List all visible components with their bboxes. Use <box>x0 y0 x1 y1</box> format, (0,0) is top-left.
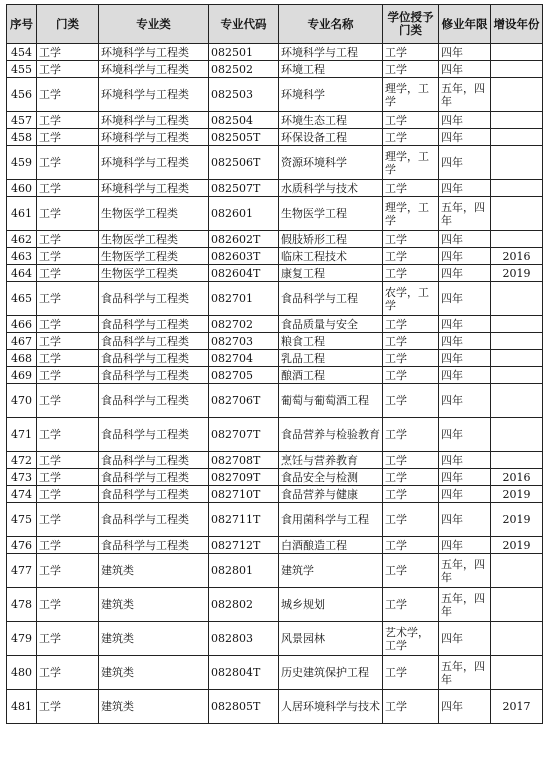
cell-name: 环保设备工程 <box>279 129 383 146</box>
cell-name: 食品营养与健康 <box>279 486 383 503</box>
cell-duration: 四年 <box>439 231 491 248</box>
cell-duration: 五年，四年 <box>439 197 491 231</box>
cell-duration: 四年 <box>439 282 491 316</box>
cell-name: 环境科学与工程 <box>279 44 383 61</box>
cell-class: 食品科学与工程类 <box>99 282 209 316</box>
cell-degree: 工学 <box>383 231 439 248</box>
cell-class: 生物医学工程类 <box>99 231 209 248</box>
cell-name: 环境工程 <box>279 61 383 78</box>
cell-category: 工学 <box>37 503 99 537</box>
cell-degree: 理学，工学 <box>383 78 439 112</box>
cell-year-added <box>491 231 543 248</box>
cell-year-added <box>491 78 543 112</box>
cell-year-added <box>491 622 543 656</box>
cell-class: 环境科学与工程类 <box>99 129 209 146</box>
cell-duration: 五年，四年 <box>439 588 491 622</box>
table-row <box>7 333 543 350</box>
cell-code: 082705 <box>209 367 279 384</box>
cell-category: 工学 <box>37 418 99 452</box>
cell-year-added <box>491 61 543 78</box>
table-row <box>7 622 543 656</box>
cell-year-added <box>491 350 543 367</box>
table-row <box>7 78 543 112</box>
cell-degree: 工学 <box>383 503 439 537</box>
cell-no: 480 <box>7 656 37 690</box>
cell-class: 食品科学与工程类 <box>99 469 209 486</box>
cell-degree: 工学 <box>383 367 439 384</box>
cell-year-added <box>491 146 543 180</box>
cell-degree: 工学 <box>383 180 439 197</box>
cell-no: 454 <box>7 44 37 61</box>
table-row <box>7 146 543 180</box>
cell-degree: 工学 <box>383 554 439 588</box>
cell-name: 康复工程 <box>279 265 383 282</box>
major-catalog-table <box>6 4 543 724</box>
major-catalog-table-container <box>6 4 543 724</box>
table-row <box>7 537 543 554</box>
cell-degree: 工学 <box>383 384 439 418</box>
cell-class: 生物医学工程类 <box>99 265 209 282</box>
cell-name: 风景园林 <box>279 622 383 656</box>
table-row <box>7 486 543 503</box>
cell-year-added <box>491 367 543 384</box>
cell-name: 粮食工程 <box>279 333 383 350</box>
cell-duration: 四年 <box>439 537 491 554</box>
cell-category: 工学 <box>37 384 99 418</box>
table-row <box>7 554 543 588</box>
cell-no: 469 <box>7 367 37 384</box>
cell-year-added <box>491 44 543 61</box>
table-row <box>7 180 543 197</box>
cell-duration: 五年，四年 <box>439 78 491 112</box>
cell-category: 工学 <box>37 248 99 265</box>
cell-name: 环境科学 <box>279 78 383 112</box>
cell-class: 食品科学与工程类 <box>99 384 209 418</box>
cell-degree: 工学 <box>383 61 439 78</box>
cell-degree: 工学 <box>383 452 439 469</box>
cell-class: 食品科学与工程类 <box>99 350 209 367</box>
table-row <box>7 418 543 452</box>
cell-category: 工学 <box>37 554 99 588</box>
cell-degree: 工学 <box>383 44 439 61</box>
cell-class: 环境科学与工程类 <box>99 44 209 61</box>
cell-year-added: 2019 <box>491 537 543 554</box>
cell-no: 476 <box>7 537 37 554</box>
cell-code: 082709T <box>209 469 279 486</box>
cell-code: 082604T <box>209 265 279 282</box>
cell-degree: 工学 <box>383 418 439 452</box>
cell-name: 白酒酿造工程 <box>279 537 383 554</box>
cell-duration: 四年 <box>439 384 491 418</box>
cell-category: 工学 <box>37 469 99 486</box>
cell-class: 建筑类 <box>99 588 209 622</box>
cell-name: 葡萄与葡萄酒工程 <box>279 384 383 418</box>
table-row <box>7 248 543 265</box>
cell-code: 082506T <box>209 146 279 180</box>
cell-class: 食品科学与工程类 <box>99 503 209 537</box>
cell-code: 082701 <box>209 282 279 316</box>
cell-no: 467 <box>7 333 37 350</box>
cell-duration: 四年 <box>439 146 491 180</box>
cell-year-added: 2016 <box>491 469 543 486</box>
cell-duration: 四年 <box>439 690 491 724</box>
cell-no: 470 <box>7 384 37 418</box>
header-year-added: 增设年份 <box>491 5 543 44</box>
cell-code: 082708T <box>209 452 279 469</box>
cell-no: 459 <box>7 146 37 180</box>
cell-year-added: 2019 <box>491 265 543 282</box>
cell-class: 食品科学与工程类 <box>99 333 209 350</box>
table-row <box>7 469 543 486</box>
cell-class: 环境科学与工程类 <box>99 112 209 129</box>
cell-code: 082706T <box>209 384 279 418</box>
cell-duration: 四年 <box>439 61 491 78</box>
cell-code: 082801 <box>209 554 279 588</box>
cell-class: 生物医学工程类 <box>99 197 209 231</box>
table-body <box>7 44 543 724</box>
cell-degree: 工学 <box>383 690 439 724</box>
cell-name: 生物医学工程 <box>279 197 383 231</box>
header-duration: 修业年限 <box>439 5 491 44</box>
cell-duration: 四年 <box>439 622 491 656</box>
cell-category: 工学 <box>37 486 99 503</box>
cell-class: 食品科学与工程类 <box>99 537 209 554</box>
cell-no: 479 <box>7 622 37 656</box>
cell-year-added <box>491 384 543 418</box>
cell-duration: 四年 <box>439 129 491 146</box>
cell-duration: 四年 <box>439 44 491 61</box>
table-row <box>7 44 543 61</box>
cell-duration: 四年 <box>439 486 491 503</box>
cell-category: 工学 <box>37 690 99 724</box>
cell-degree: 工学 <box>383 486 439 503</box>
cell-no: 473 <box>7 469 37 486</box>
cell-no: 465 <box>7 282 37 316</box>
cell-degree: 工学 <box>383 656 439 690</box>
cell-duration: 四年 <box>439 316 491 333</box>
cell-code: 082712T <box>209 537 279 554</box>
cell-code: 082702 <box>209 316 279 333</box>
cell-no: 466 <box>7 316 37 333</box>
cell-degree: 工学 <box>383 248 439 265</box>
cell-no: 460 <box>7 180 37 197</box>
cell-no: 456 <box>7 78 37 112</box>
cell-category: 工学 <box>37 61 99 78</box>
table-row <box>7 231 543 248</box>
cell-no: 455 <box>7 61 37 78</box>
cell-no: 471 <box>7 418 37 452</box>
table-row <box>7 265 543 282</box>
cell-category: 工学 <box>37 350 99 367</box>
cell-code: 082501 <box>209 44 279 61</box>
cell-duration: 四年 <box>439 180 491 197</box>
cell-category: 工学 <box>37 452 99 469</box>
cell-year-added: 2017 <box>491 690 543 724</box>
cell-name: 乳品工程 <box>279 350 383 367</box>
cell-name: 建筑学 <box>279 554 383 588</box>
header-degree: 学位授予门类 <box>383 5 439 44</box>
cell-degree: 工学 <box>383 265 439 282</box>
cell-duration: 四年 <box>439 452 491 469</box>
cell-degree: 工学 <box>383 537 439 554</box>
table-row <box>7 503 543 537</box>
cell-no: 468 <box>7 350 37 367</box>
cell-class: 食品科学与工程类 <box>99 452 209 469</box>
cell-year-added <box>491 418 543 452</box>
cell-year-added <box>491 112 543 129</box>
cell-year-added <box>491 333 543 350</box>
cell-class: 建筑类 <box>99 554 209 588</box>
cell-year-added <box>491 129 543 146</box>
cell-name: 烹饪与营养教育 <box>279 452 383 469</box>
cell-degree: 工学 <box>383 588 439 622</box>
table-row <box>7 384 543 418</box>
cell-degree: 工学 <box>383 316 439 333</box>
cell-duration: 四年 <box>439 265 491 282</box>
cell-category: 工学 <box>37 112 99 129</box>
cell-year-added: 2019 <box>491 486 543 503</box>
cell-category: 工学 <box>37 265 99 282</box>
cell-code: 082805T <box>209 690 279 724</box>
table-row <box>7 367 543 384</box>
cell-category: 工学 <box>37 282 99 316</box>
cell-class: 环境科学与工程类 <box>99 61 209 78</box>
cell-year-added <box>491 554 543 588</box>
cell-code: 082601 <box>209 197 279 231</box>
cell-class: 建筑类 <box>99 656 209 690</box>
table-row <box>7 690 543 724</box>
cell-class: 食品科学与工程类 <box>99 486 209 503</box>
table-row <box>7 588 543 622</box>
cell-category: 工学 <box>37 588 99 622</box>
cell-category: 工学 <box>37 197 99 231</box>
cell-year-added <box>491 452 543 469</box>
cell-name: 人居环境科学与技术 <box>279 690 383 724</box>
header-class: 专业类 <box>99 5 209 44</box>
cell-category: 工学 <box>37 316 99 333</box>
cell-code: 082507T <box>209 180 279 197</box>
cell-category: 工学 <box>37 129 99 146</box>
cell-code: 082711T <box>209 503 279 537</box>
cell-code: 082704 <box>209 350 279 367</box>
cell-no: 464 <box>7 265 37 282</box>
cell-year-added: 2016 <box>491 248 543 265</box>
cell-category: 工学 <box>37 231 99 248</box>
cell-code: 082710T <box>209 486 279 503</box>
cell-class: 环境科学与工程类 <box>99 180 209 197</box>
header-category: 门类 <box>37 5 99 44</box>
cell-name: 临床工程技术 <box>279 248 383 265</box>
cell-year-added: 2019 <box>491 503 543 537</box>
cell-name: 食品安全与检测 <box>279 469 383 486</box>
table-row <box>7 350 543 367</box>
cell-name: 食品质量与安全 <box>279 316 383 333</box>
cell-code: 082505T <box>209 129 279 146</box>
cell-year-added <box>491 197 543 231</box>
cell-category: 工学 <box>37 180 99 197</box>
table-row <box>7 452 543 469</box>
cell-class: 生物医学工程类 <box>99 248 209 265</box>
cell-no: 462 <box>7 231 37 248</box>
cell-code: 082703 <box>209 333 279 350</box>
table-header-row <box>7 5 543 44</box>
cell-degree: 工学 <box>383 333 439 350</box>
cell-name: 环境生态工程 <box>279 112 383 129</box>
cell-code: 082504 <box>209 112 279 129</box>
cell-no: 477 <box>7 554 37 588</box>
cell-degree: 工学 <box>383 350 439 367</box>
cell-class: 建筑类 <box>99 690 209 724</box>
cell-year-added <box>491 316 543 333</box>
table-row <box>7 316 543 333</box>
cell-year-added <box>491 588 543 622</box>
cell-no: 472 <box>7 452 37 469</box>
cell-category: 工学 <box>37 78 99 112</box>
cell-degree: 理学，工学 <box>383 146 439 180</box>
cell-degree: 艺术学，工学 <box>383 622 439 656</box>
cell-year-added <box>491 180 543 197</box>
cell-name: 食品科学与工程 <box>279 282 383 316</box>
cell-name: 城乡规划 <box>279 588 383 622</box>
cell-duration: 四年 <box>439 350 491 367</box>
cell-category: 工学 <box>37 537 99 554</box>
cell-category: 工学 <box>37 622 99 656</box>
cell-duration: 四年 <box>439 248 491 265</box>
table-row <box>7 282 543 316</box>
cell-code: 082603T <box>209 248 279 265</box>
cell-name: 食品营养与检验教育 <box>279 418 383 452</box>
cell-degree: 农学，工学 <box>383 282 439 316</box>
cell-code: 082502 <box>209 61 279 78</box>
cell-code: 082802 <box>209 588 279 622</box>
table-row <box>7 197 543 231</box>
cell-name: 历史建筑保护工程 <box>279 656 383 690</box>
cell-duration: 四年 <box>439 418 491 452</box>
cell-category: 工学 <box>37 146 99 180</box>
cell-duration: 四年 <box>439 333 491 350</box>
cell-name: 资源环境科学 <box>279 146 383 180</box>
cell-code: 082803 <box>209 622 279 656</box>
cell-year-added <box>491 282 543 316</box>
cell-duration: 五年，四年 <box>439 656 491 690</box>
cell-name: 食用菌科学与工程 <box>279 503 383 537</box>
cell-name: 假肢矫形工程 <box>279 231 383 248</box>
table-row <box>7 61 543 78</box>
cell-no: 457 <box>7 112 37 129</box>
cell-degree: 工学 <box>383 112 439 129</box>
table-row <box>7 112 543 129</box>
cell-class: 环境科学与工程类 <box>99 146 209 180</box>
cell-name: 酿酒工程 <box>279 367 383 384</box>
cell-degree: 理学，工学 <box>383 197 439 231</box>
cell-no: 458 <box>7 129 37 146</box>
cell-no: 481 <box>7 690 37 724</box>
cell-duration: 四年 <box>439 503 491 537</box>
cell-year-added <box>491 656 543 690</box>
header-code: 专业代码 <box>209 5 279 44</box>
cell-name: 水质科学与技术 <box>279 180 383 197</box>
cell-category: 工学 <box>37 44 99 61</box>
header-name: 专业名称 <box>279 5 383 44</box>
table-row <box>7 129 543 146</box>
cell-degree: 工学 <box>383 129 439 146</box>
cell-class: 食品科学与工程类 <box>99 367 209 384</box>
cell-code: 082707T <box>209 418 279 452</box>
cell-category: 工学 <box>37 656 99 690</box>
cell-code: 082602T <box>209 231 279 248</box>
table-row <box>7 656 543 690</box>
cell-code: 082804T <box>209 656 279 690</box>
cell-no: 475 <box>7 503 37 537</box>
cell-duration: 四年 <box>439 112 491 129</box>
cell-class: 食品科学与工程类 <box>99 316 209 333</box>
cell-category: 工学 <box>37 333 99 350</box>
cell-duration: 四年 <box>439 367 491 384</box>
cell-no: 474 <box>7 486 37 503</box>
cell-category: 工学 <box>37 367 99 384</box>
cell-no: 463 <box>7 248 37 265</box>
cell-class: 建筑类 <box>99 622 209 656</box>
header-no: 序号 <box>7 5 37 44</box>
cell-duration: 五年，四年 <box>439 554 491 588</box>
cell-duration: 四年 <box>439 469 491 486</box>
cell-class: 环境科学与工程类 <box>99 78 209 112</box>
cell-no: 461 <box>7 197 37 231</box>
cell-class: 食品科学与工程类 <box>99 418 209 452</box>
cell-degree: 工学 <box>383 469 439 486</box>
cell-no: 478 <box>7 588 37 622</box>
cell-code: 082503 <box>209 78 279 112</box>
